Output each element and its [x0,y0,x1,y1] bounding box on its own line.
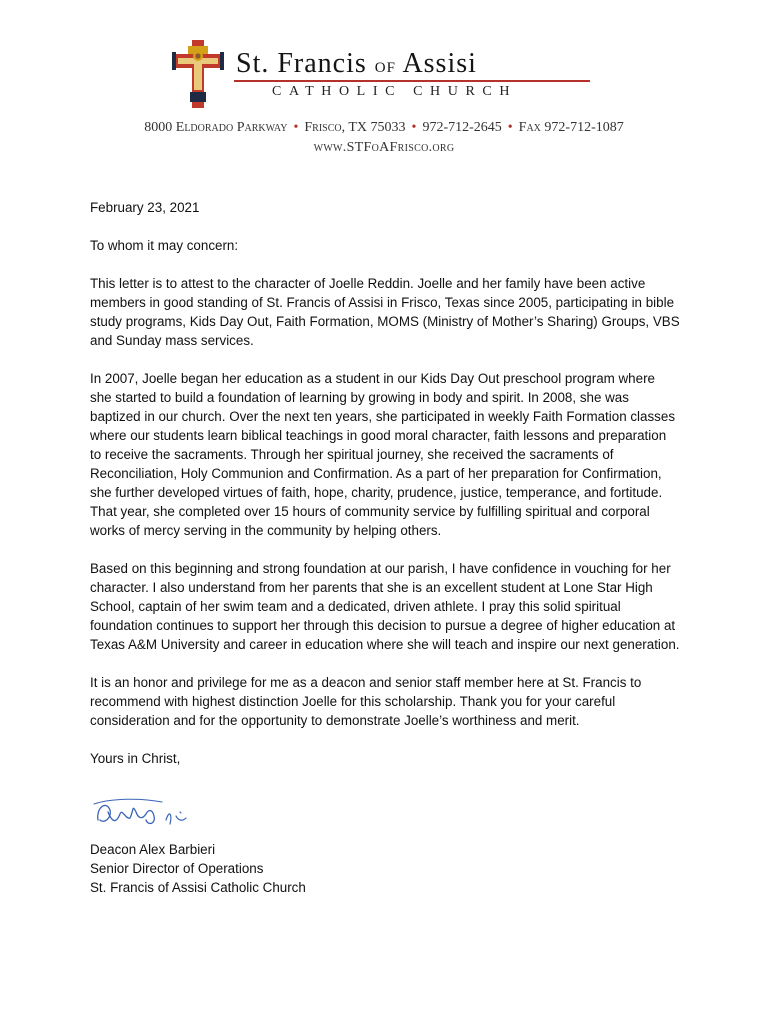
letter-body [90,198,680,787]
bullet-separator: • [293,120,299,135]
city-state-zip: Frisco, TX 75033 [304,120,406,135]
letter-paragraph: It is an honor and privilege for me as a deacon and senior staff member here at St. Francis to recommend with highest distinction Joelle for this scholarship. Thank you for your careful consideration and for the opportunity to demonstrate Joelle’s worthiness and merit. [90,675,642,728]
letter-paragraph: This letter is to attest to the character of Joelle Reddin. Joelle and her family have been active members in good standing of St. Francis of Assisi in Frisco, Texas since 2005, participating in bible study programs, Kids Day Out, Faith Formation, MOMS (Ministry of Mother’s Sharing) Groups, VBS and Sunday mass services. [90,276,680,348]
church-name-of: OF [374,60,396,76]
letter-salutation: To whom it may concern: [90,238,239,253]
street-address: 8000 Eldorado Parkway [144,120,288,135]
san-damiano-cross-icon [170,38,226,110]
church-name: St. Francis OF Assisi [236,48,477,79]
signer-organization: St. Francis of Assisi Catholic Church [90,880,306,895]
bullet-separator: • [507,120,513,135]
letter-paragraph: In 2007, Joelle began her education as a student in our Kids Day Out preschool program where she started to build a foundation of learning by growing in body and spirit. In 2008, she was baptized in our church. Over the next ten years, she participated in weekly Faith Formation classes where our students learn biblical teachings in good moral character, faith lessons and preparation to receive the sacraments. Through her spiritual journey, she received the sacraments of Reconciliation, Holy Communion and Confirmation. As a part of her preparation for Confirmation, she further developed virtues of faith, hope, charity, prudence, justice, temperance, and fortitude. That year, she completed over 15 hours of community service by fulfilling spiritual and corporal works of mercy serving in the community by helping others. [90,371,676,538]
letter-closing: Yours in Christ, [90,751,181,766]
letter-paragraph: Based on this beginning and strong foundation at our parish, I have confidence in vouching for her character. I also understand from her parents that she is an excellent student at Lone Star High School, captain of her swim team and a dedicated, driven athlete. I pray this solid spiritual foundation continues to support her through this decision to pursue a degree of higher education at Texas A&M University and career in education where she will teach and inspire our next generation. [90,561,680,652]
address-line [0,120,768,136]
bullet-separator: • [411,120,417,135]
letter-date: February 23, 2021 [90,200,200,215]
handwritten-signature-icon [92,790,202,840]
signer-name: Deacon Alex Barbieri [90,842,216,857]
letterhead-red-rule [234,80,590,82]
signature-block [90,840,306,897]
church-subtitle: CATHOLIC CHURCH [272,84,518,99]
signer-title: Senior Director of Operations [90,861,264,876]
website: www.STFoAFrisco.org [313,140,455,155]
letterhead [0,0,768,170]
fax-number: Fax 972-712-1087 [518,120,624,135]
phone-number: 972-712-2645 [422,120,502,135]
